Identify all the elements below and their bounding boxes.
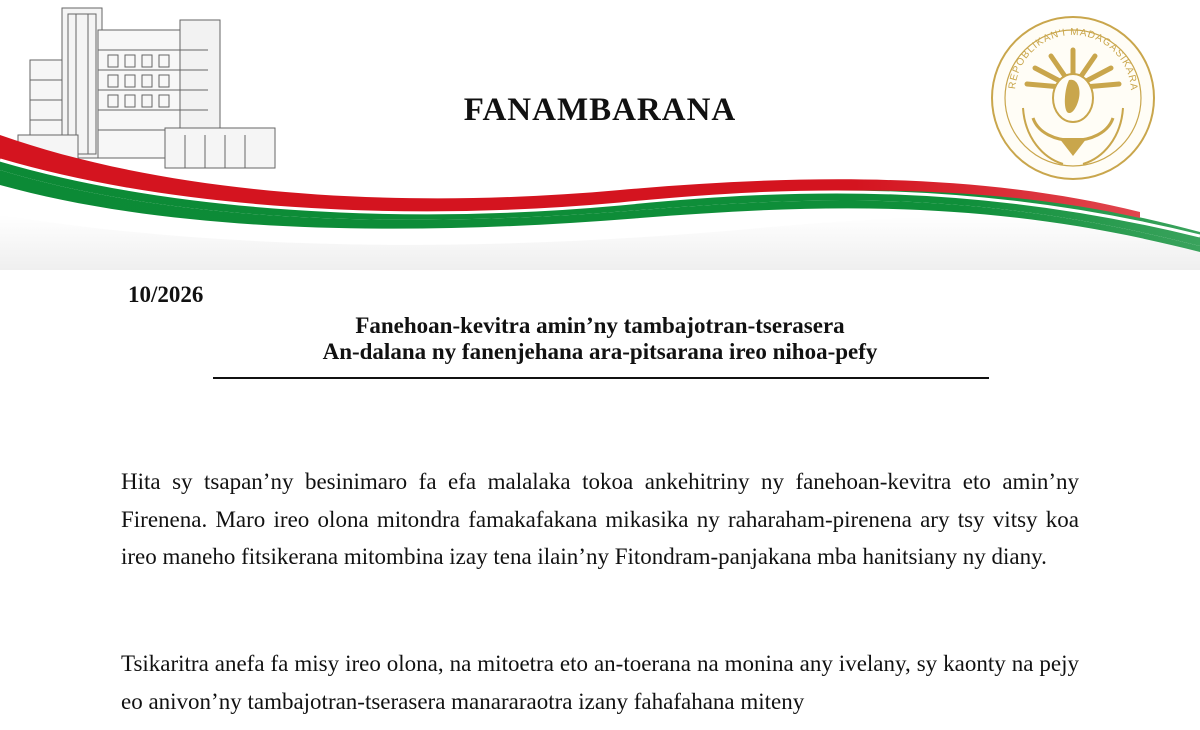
header-banner — [0, 0, 1200, 270]
reference-number: 10/2026 — [128, 282, 204, 307]
subject-line-2: An-dalana ny fanenjehana ara-pitsarana ireo nihoa-pefy — [322, 339, 878, 364]
subject-line-1: Fanehoan-kevitra amin’ny tambajotran-tserasera — [355, 313, 845, 338]
seal-text: REPOBLIKAN'I MADAGASIKARA — [1007, 26, 1140, 92]
body-paragraph-1: Hita sy tsapan’ny besinimaro fa efa malalaka tokoa ankehitriny ny fanehoan-kevitra eto amin’ny Firenena. Maro ireo olona mitondra famakafakana mikasika ny raharaham-pirenena ary tsy vitsy koa ireo maneho fitsikerana mitombina izay tena ilain’ny Fitondram-panjakana mba hanitsiany ny diany. — [121, 469, 1079, 569]
divider-rule — [213, 377, 989, 379]
document-title: FANAMBARANA — [463, 92, 737, 128]
subject-heading — [0, 313, 1200, 365]
building-illustration — [18, 8, 275, 168]
body-paragraph-2: Tsikaritra anefa fa misy ireo olona, na mitoetra eto an-toerana na monina any ivelany, sy kaonty na pejy eo anivon’ny tambajotran-tserasera manararaotra izany fahafahana miteny — [121, 651, 1079, 714]
